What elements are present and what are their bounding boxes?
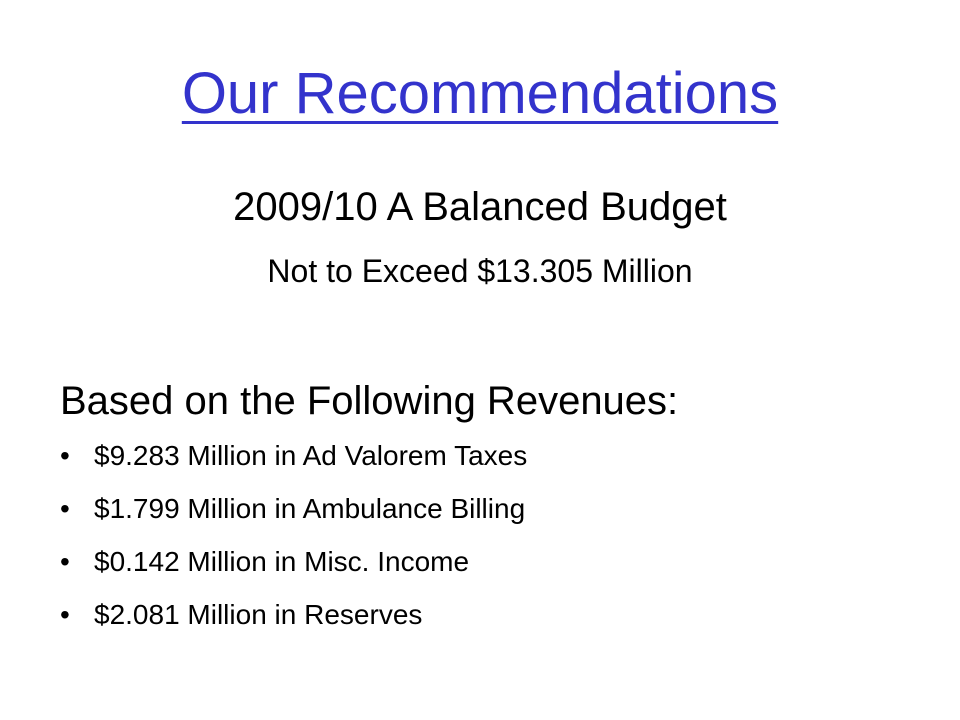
revenue-item-text: $0.142 Million in Misc. Income <box>94 546 470 577</box>
budget-limit-text: Not to Exceed $13.305 Million <box>267 253 693 289</box>
revenue-item-text: $2.081 Million in Reserves <box>94 599 423 630</box>
bullet-icon: • <box>60 599 70 630</box>
revenue-list <box>60 436 527 648</box>
bullet-icon: • <box>60 493 70 524</box>
bullet-icon: • <box>60 546 70 577</box>
list-item <box>60 436 527 489</box>
bullet-icon: • <box>60 440 70 471</box>
list-item <box>60 489 527 542</box>
slide-title: Our Recommendations <box>181 61 779 126</box>
revenue-item-text: $1.799 Million in Ambulance Billing <box>94 493 526 524</box>
list-item <box>60 595 527 648</box>
revenue-item-text: $9.283 Million in Ad Valorem Taxes <box>94 440 528 471</box>
budget-subtitle: 2009/10 A Balanced Budget <box>233 185 727 229</box>
revenues-heading: Based on the Following Revenues: <box>60 379 679 423</box>
list-item <box>60 542 527 595</box>
